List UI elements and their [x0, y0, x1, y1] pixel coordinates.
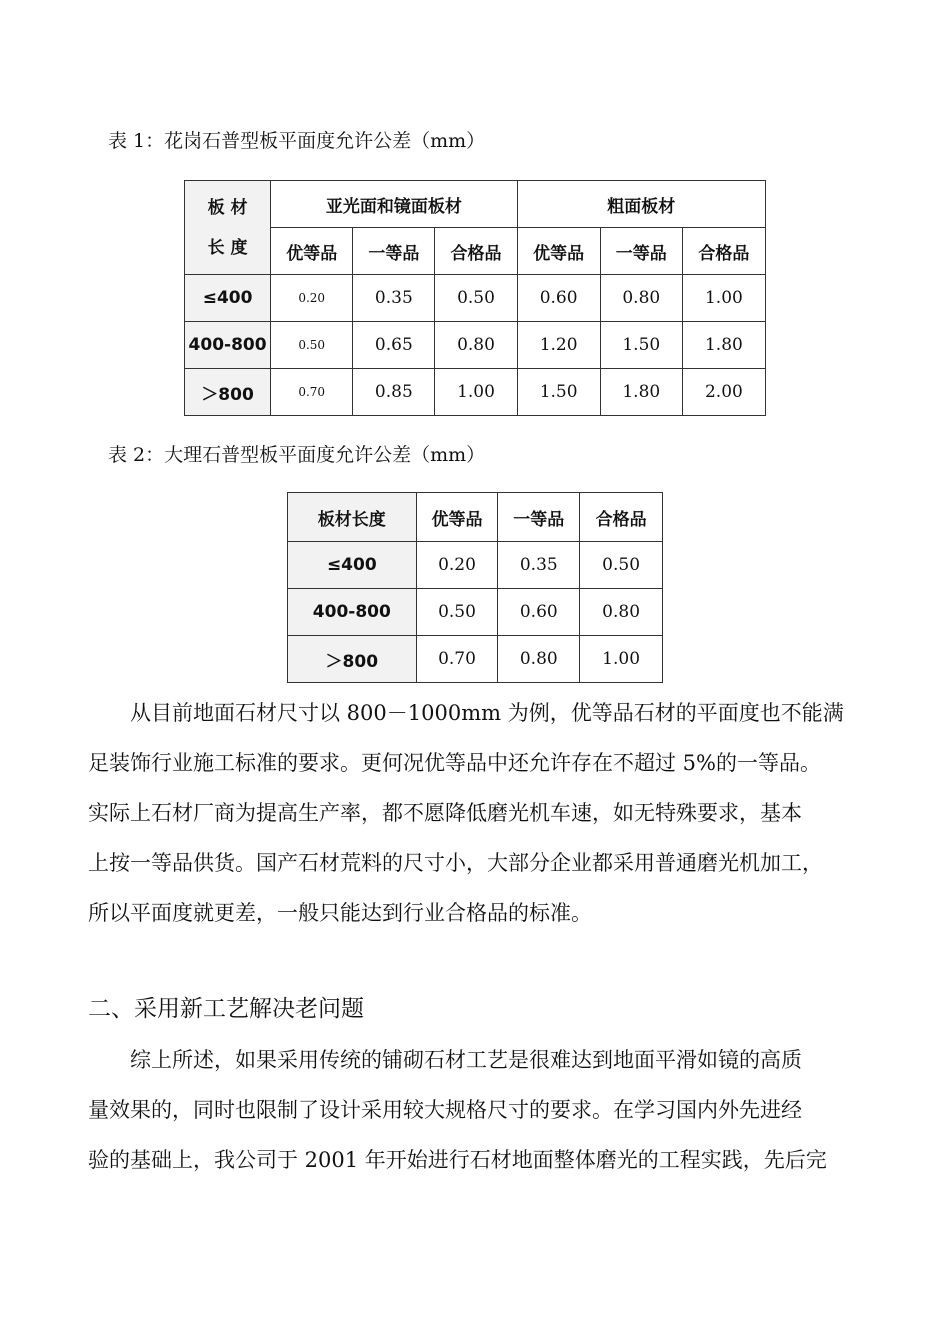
table1-corner-header — [185, 181, 271, 275]
table-cell: 1.50 — [600, 322, 682, 369]
table1-grade-header: 一等品 — [600, 228, 682, 275]
table-cell: 0.70 — [416, 636, 498, 683]
table-cell: 0.80 — [600, 275, 682, 322]
table1-grade-header: 优等品 — [517, 228, 600, 275]
row-label: ＞800 — [185, 369, 271, 416]
table2-grade-header: 合格品 — [580, 493, 663, 542]
table-cell: 0.65 — [353, 322, 435, 369]
paragraph-line: 从目前地面石材尺寸以 800－1000mm 为例，优等品石材的平面度也不能满 — [88, 701, 844, 725]
table-cell: 2.00 — [682, 369, 765, 416]
table-row — [185, 369, 766, 416]
table-cell: 1.00 — [580, 636, 663, 683]
table-row — [185, 275, 766, 322]
table-cell: 0.20 — [271, 275, 353, 322]
table-row — [288, 636, 663, 683]
paragraph-line: 实际上石材厂商为提高生产率，都不愿降低磨光机车速，如无特殊要求，基本 — [88, 801, 802, 825]
table-cell: 0.20 — [416, 542, 498, 589]
row-label: ＞800 — [288, 636, 417, 683]
table1-grade-header: 一等品 — [353, 228, 435, 275]
paragraph-line: 上按一等品供货。国产石材荒料的尺寸小，大部分企业都采用普通磨光机加工， — [88, 851, 823, 875]
table-cell: 0.35 — [353, 275, 435, 322]
paragraph-line: 足装饰行业施工标准的要求。更何况优等品中还允许存在不超过 5%的一等品。 — [88, 751, 821, 775]
table-cell: 1.80 — [600, 369, 682, 416]
table-cell: 0.85 — [353, 369, 435, 416]
table-cell: 0.80 — [580, 589, 663, 636]
table-cell: 0.60 — [517, 275, 600, 322]
table-cell: 0.80 — [435, 322, 517, 369]
row-label: 400-800 — [288, 589, 417, 636]
granite-tolerance-table — [184, 180, 766, 416]
table2-caption: 表 2：大理石普型板平面度允许公差（mm） — [108, 444, 486, 466]
corner-line-2: 长 度 — [207, 237, 248, 258]
paragraph-line: 综上所述，如果采用传统的铺砌石材工艺是很难达到地面平滑如镜的高质 — [88, 1048, 802, 1072]
table2-grade-header: 一等品 — [498, 493, 580, 542]
table-cell: 0.50 — [416, 589, 498, 636]
corner-line-1: 板 材 — [207, 197, 248, 218]
table-cell: 1.20 — [517, 322, 600, 369]
table-row — [288, 589, 663, 636]
table-cell: 1.80 — [682, 322, 765, 369]
table1-group-matte-mirror: 亚光面和镜面板材 — [271, 181, 517, 228]
table1-grade-header: 合格品 — [435, 228, 517, 275]
table-cell: 0.70 — [271, 369, 353, 416]
section-heading: 二、采用新工艺解决老问题 — [88, 996, 364, 1022]
table1-group-rough: 粗面板材 — [517, 181, 765, 228]
table-cell: 0.50 — [435, 275, 517, 322]
paragraph-line: 验的基础上，我公司于 2001 年开始进行石材地面整体磨光的工程实践，先后完 — [88, 1148, 827, 1172]
table-cell: 0.35 — [498, 542, 580, 589]
table-cell: 1.00 — [682, 275, 765, 322]
table-cell: 0.80 — [498, 636, 580, 683]
table1-grade-header: 优等品 — [271, 228, 353, 275]
row-label: 400-800 — [185, 322, 271, 369]
table-cell: 0.60 — [498, 589, 580, 636]
row-label: ≤400 — [185, 275, 271, 322]
marble-tolerance-table — [287, 492, 663, 683]
table-row — [288, 542, 663, 589]
table-cell: 0.50 — [580, 542, 663, 589]
table-row — [185, 322, 766, 369]
table2-header-length: 板材长度 — [288, 493, 417, 542]
table1-caption: 表 1：花岗石普型板平面度允许公差（mm） — [108, 130, 486, 152]
table1-grade-header: 合格品 — [682, 228, 765, 275]
table-cell: 1.00 — [435, 369, 517, 416]
paragraph-line: 量效果的，同时也限制了设计采用较大规格尺寸的要求。在学习国内外先进经 — [88, 1098, 802, 1122]
table-cell: 1.50 — [517, 369, 600, 416]
row-label: ≤400 — [288, 542, 417, 589]
paragraph-line: 所以平面度就更差，一般只能达到行业合格品的标准。 — [88, 901, 592, 925]
table2-grade-header: 优等品 — [416, 493, 498, 542]
table-cell: 0.50 — [271, 322, 353, 369]
